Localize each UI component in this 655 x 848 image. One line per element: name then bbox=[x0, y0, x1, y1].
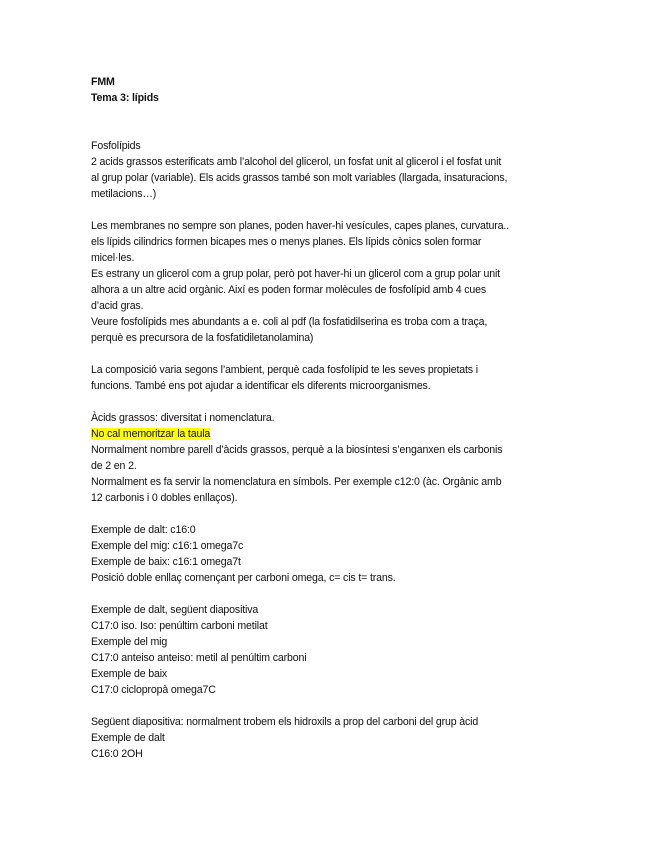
highlight-text: No cal memoritzar la taula bbox=[91, 428, 211, 440]
examples-block-1 bbox=[91, 522, 571, 586]
topic-title: Tema 3: lípids bbox=[91, 92, 159, 104]
text-line: Exemple de dalt, següent diapositiva bbox=[91, 604, 259, 616]
text-line: Exemple de dalt bbox=[91, 732, 165, 744]
text-line: Exemple de dalt: c16:0 bbox=[91, 524, 196, 536]
text-line: funcions. També ens pot ajudar a identificar els diferents microorganismes. bbox=[91, 380, 431, 392]
text-line: C16:0 2OH bbox=[91, 748, 143, 760]
spacer bbox=[91, 506, 571, 522]
paragraph-acids-1 bbox=[91, 442, 571, 506]
text-line: Veure fosfolípids mes abundants a e. coli al pdf (la fosfatidilserina es troba com a traça, bbox=[91, 316, 488, 328]
paragraph-fosfolipids-3 bbox=[91, 362, 571, 394]
text-line: d’acid gras. bbox=[91, 300, 144, 312]
document-page bbox=[91, 74, 571, 762]
paragraph-fosfolipids-1 bbox=[91, 154, 571, 202]
spacer bbox=[91, 202, 571, 218]
text-line: C17:0 ciclopropà omega7C bbox=[91, 684, 216, 696]
highlighted-note bbox=[91, 426, 571, 442]
spacer bbox=[91, 698, 571, 714]
text-line: Exemple de baix bbox=[91, 668, 168, 680]
section-title-acids: Àcids grassos: diversitat i nomenclatura. bbox=[91, 412, 275, 424]
text-line: Exemple de baix: c16:1 omega7t bbox=[91, 556, 241, 568]
spacer bbox=[91, 106, 571, 138]
text-line: Es estrany un glicerol com a grup polar, però pot haver-hi un glicerol com a grup polar unit bbox=[91, 268, 500, 280]
examples-block-3 bbox=[91, 714, 571, 762]
paragraph-fosfolipids-2 bbox=[91, 218, 571, 346]
spacer bbox=[91, 586, 571, 602]
text-line: 12 carbonis i 0 dobles enllaços). bbox=[91, 492, 238, 504]
spacer bbox=[91, 394, 571, 410]
text-line: C17:0 iso. Iso: penúltim carboni metilat bbox=[91, 620, 268, 632]
text-line: Exemple del mig bbox=[91, 636, 168, 648]
text-line: perquè es precursora de la fosfatidiletanolamina) bbox=[91, 332, 314, 344]
course-title: FMM bbox=[91, 76, 115, 88]
text-line: Exemple del mig: c16:1 omega7c bbox=[91, 540, 244, 552]
text-line: Següent diapositiva: normalment trobem els hidroxils a prop del carboni del grup àcid bbox=[91, 716, 479, 728]
text-line: metilacions…) bbox=[91, 188, 157, 200]
text-line: Normalment es fa servir la nomenclatura en símbols. Per exemple c12:0 (àc. Orgànic amb bbox=[91, 476, 502, 488]
spacer bbox=[91, 346, 571, 362]
text-line: de 2 en 2. bbox=[91, 460, 137, 472]
text-line: micel·les. bbox=[91, 252, 135, 264]
examples-block-2 bbox=[91, 602, 571, 698]
text-line: C17:0 anteiso anteiso: metil al penúltim carboni bbox=[91, 652, 307, 664]
text-line: La composició varia segons l’ambient, perquè cada fosfolípid te les seves propietats i bbox=[91, 364, 478, 376]
text-line: alhora a un altre acid orgànic. Així es poden formar molècules de fosfolípid amb 4 cues bbox=[91, 284, 487, 296]
section-title-fosfolipids: Fosfolípids bbox=[91, 140, 141, 152]
text-line: Les membranes no sempre son planes, poden haver-hi vesícules, capes planes, curvatura.. bbox=[91, 220, 509, 232]
text-line: els lípids cilindrics formen bicapes mes o menys planes. Els lípids cònics solen formar bbox=[91, 236, 482, 248]
text-line: 2 acids grassos esterificats amb l’alcohol del glicerol, un fosfat unit al glicerol i el fosfat unit bbox=[91, 156, 502, 168]
text-line: Posició doble enllaç començant per carboni omega, c= cis t= trans. bbox=[91, 572, 396, 584]
text-line: Normalment nombre parell d’àcids grassos, perquè a la biosíntesi s’enganxen els carbonis bbox=[91, 444, 503, 456]
text-line: al grup polar (variable). Els acids grassos també son molt variables (llargada, insaturacions, bbox=[91, 172, 508, 184]
